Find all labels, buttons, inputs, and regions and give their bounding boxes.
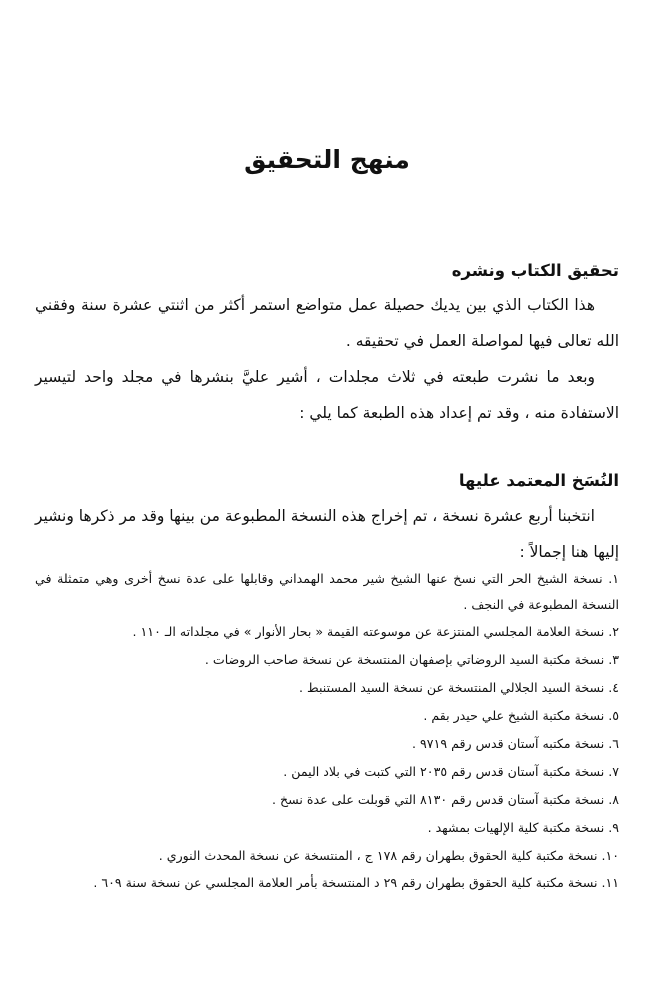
list-item: ٦. نسخة مكتبه آستان قدس رقم ٩٧١٩ . [412,736,619,751]
page-title: منهج التحقيق [244,145,410,174]
list-item: ٨. نسخة مكتبة آستان قدس رقم ٨١٣٠ التي قوبلت على عدة نسخ . [272,792,619,807]
list-item: ١٠. نسخة مكتبة كلية الحقوق بطهران رقم ١٧٨ ج ، المنتسخة عن نسخة المحدث النوري . [158,848,619,863]
paragraph-intro: هذا الكتاب الذي بين يديك حصيلة عمل متواضع استمر أكثر من اثنتي عشرة سنة وفقني الله تعالى فيها لمواصلة العمل في تحقيقه . [35,296,619,350]
paragraph-edition: وبعد ما نشرت طبعته في ثلاث مجلدات ، أشير عليَّ بنشرها في مجلد واحد لتيسير الاستفادة منه ، وقد تم إعداد هذه الطبعة كما يلي : [35,368,619,422]
paragraph-manuscripts: انتخبنا أربع عشرة نسخة ، تم إخراج هذه النسخة المطبوعة من بينها وقد مر ذكرها ونشير إليها هنا إجمالاً : [35,507,619,561]
list-item: ٥. نسخة مكتبة الشيخ علي حيدر بقم . [423,708,619,723]
list-item: ١١. نسخة مكتبة كلية الحقوق بطهران رقم ٢٩ د المنتسخة بأمر العلامة المجلسي عن نسخة سنة ٦٠٩ . [93,875,619,890]
list-item: ٣. نسخة مكتبة السيد الروضاتي بإصفهان المنتسخة عن نسخة صاحب الروضات . [204,652,619,667]
list-item: ٧. نسخة مكتبة آستان قدس رقم ٢٠٣٥ التي كتبت في بلاد اليمن . [283,764,619,779]
list-item: ٩. نسخة مكتبة كلية الإلهيات بمشهد . [427,820,619,835]
list-item: ٤. نسخة السيد الجلالي المنتسخة عن نسخة السيد المستنبط . [299,680,619,695]
list-item: ١. نسخة الشيخ الحر التي نسخ عنها الشيخ شير محمد الهمداني وقابلها على عدة نسخ أخرى وهي متمثلة في النسخة المطبوعة في النجف . [35,571,619,612]
list-item: ٢. نسخة العلامة المجلسي المنتزعة عن موسوعته القيمة « بحار الأنوار » في مجلداته الـ ١١٠ . [132,624,619,639]
section-heading-manuscripts: النُسَخ المعتمد عليها [458,471,619,490]
section-heading-verification: تحقيق الكتاب ونشره [451,261,619,280]
manuscript-list [35,566,619,896]
